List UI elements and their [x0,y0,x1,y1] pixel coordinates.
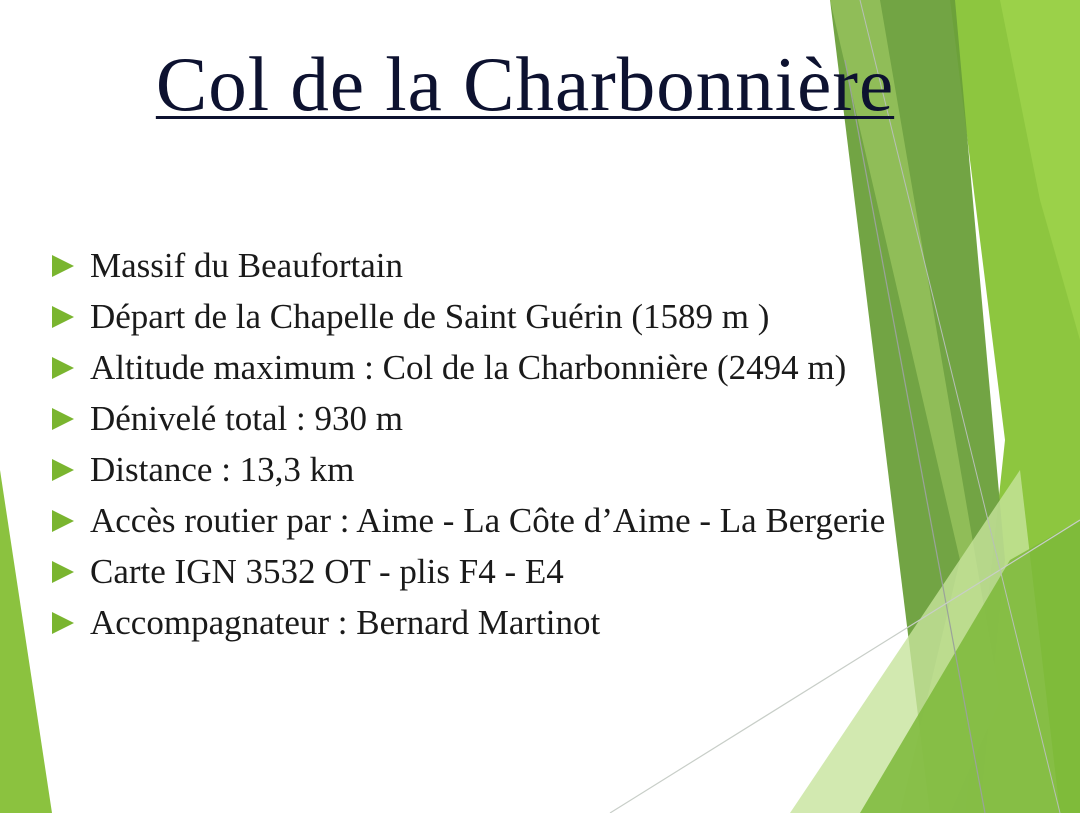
bullet-arrow-icon [52,357,74,379]
slide-title: Col de la Charbonnière [155,41,895,127]
bullet-arrow-icon [52,561,74,583]
bullet-list [52,240,885,648]
bullet-arrow-icon [52,306,74,328]
bullet-arrow-icon [52,459,74,481]
bullet-item [52,291,885,342]
bullet-item [52,393,885,444]
bullet-arrow-icon [52,612,74,634]
bullet-arrow-icon [52,510,74,532]
bullet-text: Accès routier par : Aime - La Côte d’Aime - La Bergerie [90,500,886,540]
bullet-item [52,342,885,393]
bullet-text: Altitude maximum : Col de la Charbonnière (2494 m) [90,347,847,387]
bullet-item [52,597,885,648]
bullet-text: Départ de la Chapelle de Saint Guérin (1589 m ) [90,296,770,336]
bullet-text: Distance : 13,3 km [90,449,355,489]
bullet-arrow-icon [52,408,74,430]
left-green-sliver [0,470,52,813]
title-container [0,38,1050,130]
bullet-item [52,546,885,597]
bullet-text: Accompagnateur : Bernard Martinot [90,602,601,642]
bullet-item [52,240,885,291]
bullet-text: Massif du Beaufortain [90,245,403,285]
bullet-arrow-icon [52,255,74,277]
bullet-text: Dénivelé total : 930 m [90,398,403,438]
bullet-item [52,444,885,495]
bullet-item [52,495,885,546]
bullet-text: Carte IGN 3532 OT - plis F4 - E4 [90,551,564,591]
